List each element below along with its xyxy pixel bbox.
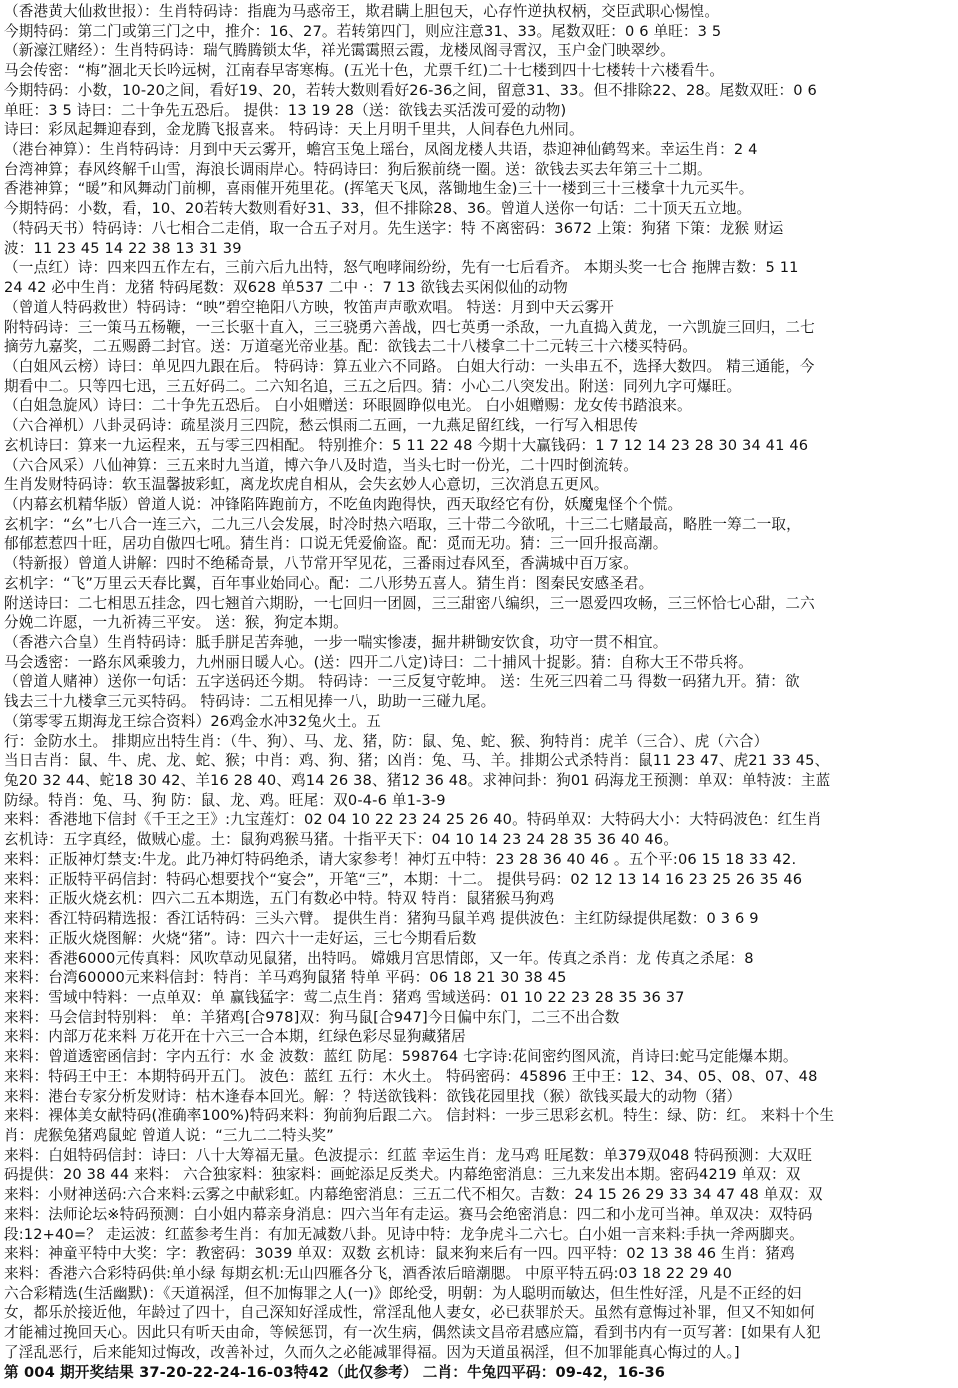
text-line: 来料：雪域中特料：一点单双：单 赢钱猛字：莺二点生肖：猪鸡 雪域送码：01 10 22 23 28 35 36 37 — [4, 988, 685, 1006]
text-line: 香港神算；“暖”和风舞动门前柳，喜雨催开苑里花。(挥笔天飞凤，落锄地生金)三十一楼到三十三楼拿十九元买牛。 — [4, 180, 754, 198]
text-line: 马会透密：一路东风乘骏力，九州丽日暖人心。(送：四开二八定)诗曰：二十捕风十捉影。猜：自称大王不带兵将。 — [4, 653, 753, 671]
text-line: （一点红）诗：四来四五作左右，三前六后九出特，怒气咆哮闹纷纷，先有一七后看齐。 本期头奖一七合 拖牌吉数：5 11 — [4, 259, 799, 277]
text-line: 来料：内部万花来料 万花开在十六三一合本期，红绿色彩尽显狗藏猪居 — [4, 1028, 466, 1046]
text-line: （第零零五期海龙王综合资料）26鸡金水冲32兔火土。五 — [4, 712, 381, 730]
text-line: 来料：港台专家分析发财诗：枯木逢春本回光。解：？特送欲钱料：欲钱花园里找（猴）欲钱买最大的动物（猪） — [4, 1087, 742, 1105]
text-line: 分娩二许愿，一九祈祷三平安。 送：猴，狗定本期。 — [4, 614, 348, 632]
text-line: 今期特码：小数，看，10、20若转大数则看好31、33，但不排除28、36。曾道人送你一句话：二十顶天五立地。 — [4, 200, 752, 218]
text-line: 才能補过挽回天心。因此只有听天由命，等候惩罚，有一次生病，偶然读文昌帝君感应篇，看到书内有一页写著：[如果有人犯 — [4, 1324, 821, 1342]
text-line: 钱去三十九楼拿三元买特码。 特码诗：二五相见捧一八，助助一三碰九尾。 — [4, 693, 496, 711]
text-line: 肖：虎猴兔猪鸡鼠蛇 曾道人说：“三九二二特头奖” — [4, 1126, 334, 1144]
text-line: 来料：法师论坛※特码预测：白小姐内幕亲身消息：四六当年有走运。赛马会绝密消息：四二和小龙可当神。单双决：双特码 — [4, 1205, 813, 1223]
text-line: （新濠江赌经）：生肖特码诗：瑞气腾腾锁太华，祥光霭霭照云霞，龙楼凤阁寻霄汉，玉户金门映翠纱。 — [4, 42, 675, 60]
text-line: 来料：曾道透密函信封：字内五行：水 金 波数：蓝红 防尾：598764 七字诗:花间密约图风流，肖诗曰:蛇马定能爆本期。 — [4, 1048, 798, 1066]
text-line: 附特码诗：三一策马五杨鞭，一三长驱十直入，三三骁勇六善战，四七英勇一杀敌，一九直捣入黄龙，一六凯旋三回归，二七 — [4, 318, 815, 336]
text-line: 来料：正版特平码信封：特码心想要找个“宴会”，开笔“三”，本期：十二。 提供号码：02 12 13 14 16 23 25 26 35 46 — [4, 870, 803, 888]
text-line: 来料：神童平特中大奖：字：教密码：3039 单双：双数 玄机诗：鼠来狗来后有一四。四平特：02 13 38 46 生肖：猪鸡 — [4, 1245, 795, 1263]
text-line: 摘劳九嘉奖，二五赐爵二封官。送：万道毫光帝业基。配：欲钱去二十八楼拿二十二元转三十六楼买特码。 — [4, 338, 697, 356]
text-line: 来料：香港地下信封《千王之王》:九宝莲灯：02 04 10 22 23 24 25 26 40。特码单双：大特码大小：大特码波色：红生肖 — [4, 811, 822, 829]
text-line: 波：11 23 45 14 22 38 13 31 39 — [4, 239, 242, 257]
text-line: 当日吉肖：鼠、牛、虎、龙、蛇、猴；中肖：鸡、狗、猪；凶肖：兔、马、羊。排期公式杀特肖：鼠11 23 47、虎21 33 45、 — [4, 752, 830, 770]
text-line: （六合禅机）八卦灵码诗：疏星淡月三四院，愁云惧雨二五画，一九燕足留红线，一行写入相思传 — [4, 417, 638, 435]
text-line: （白姐风云榜）诗曰：单见四九跟在后。 特码诗：算五业六不同路。 白姐大行动：一头串五不，选择大数四。 精三通能，今 — [4, 357, 815, 375]
text-line: （港台神算）：生肖特码诗：月到中天云雾开，蟾宫玉兔上瑶台，凤阁龙楼人共语，恭迎神仙鹤驾来。幸运生肖：2 4 — [4, 141, 758, 159]
text-line: 玄机字：“飞”万里云天春比翼，百年事业始同心。配：二八形势五喜人。猜生肖：图秦民安感圣君。 — [4, 574, 654, 592]
text-line: 来料：马会信封特别料： 单：羊猪鸡[合978]双：狗马鼠[合947]今日偏中东门，二三不出合数 — [4, 1008, 620, 1026]
text-line: 今期特码：小数，10-20之间，看好19、20，若转大数则看好26-36之间，留意31、33。但不排除22、28。尾数双旺：0 6 — [4, 81, 817, 99]
text-line: （白姐急旋风）诗曰：二十争先五恐后。 白小姐赠送：环眼圆睁似电光。 白小姐赠赐：龙女传书踏浪来。 — [4, 397, 692, 415]
text-line: 来料：特码王中王：本期特码开五门。 波色：蓝红 五行：木火土。 特码密码：45896 王中王：12、34、05、08、07、48 — [4, 1067, 818, 1085]
text-line: （曾道人特码救世）特码诗：“映”碧空艳阳八方映，牧笛声声歌欢唱。 特送：月到中天云雾开 — [4, 298, 614, 316]
text-line: （特码天书）特码诗：八七相合二走俏，取一合五子对月。先生送字：特 不离密码：3672 上策：狗猪 下策：龙猴 财运 — [4, 219, 784, 237]
text-line: 来料：台湾60000元来料信封：特肖：羊马鸡狗鼠猪 特单 平码：06 18 21 30 38 45 — [4, 969, 567, 987]
text-line: 今期特码：第二门或第三门之中，推介：16、27。若转第四门，则应注意31、33。尾数双旺：0 6 单旺：3 5 — [4, 22, 722, 40]
draw-result-line: 第 004 期开奖结果 37-20-22-24-16-03特42（此仅参考） 二肖：牛兔四平码：09-42，16-36 — [4, 1363, 666, 1381]
text-line: （特新报）曾道人讲解：四时不绝稀奇景，八节常开罕见花，三番雨过春风至，香满城中百万家。 — [4, 555, 638, 573]
text-line: 女，都乐於接近他，年龄过了四十，自己深知好淫成性，常淫乱他人妻女，必已获罪於天。虽然有意悔过补罪，但又不知如何 — [4, 1304, 815, 1322]
text-line: 来料：香江特码精选报：香江话特码：三头六臂。 提供生肖：猪狗马鼠羊鸡 提供波色：主红防绿提供尾数：0 3 6 9 — [4, 910, 759, 928]
text-line: 单旺：3 5 诗曰：二十争先五恐后。 提供：13 19 28（送：欲钱去买活泼可爱的动物) — [4, 101, 567, 119]
text-line: 郁郁惹惹四十旺，居功自傲四七吼。猜生肖：口说无凭爱偷盗。配：觅而无功。猜：三一回升报高潮。 — [4, 535, 668, 553]
text-line: 来料：小财神送码:六合来料:云雾之中献彩虹。内幕绝密消息：三五二代不相欠。吉数：24 15 26 29 33 34 47 48 单双：双 — [4, 1186, 823, 1204]
text-line: 马会传密：“梅”涸北天长吟远树，江南春早寄寒梅。(五光十色，尤票千红)二十七楼到四十七楼转十六楼看牛。 — [4, 62, 725, 80]
text-line: 段:12+40=？ 走运波：红蓝参考生肖：有加无减数八卦。见诗中特：龙争虎斗二六七。白小姐一言来料:手执一斧两脚夹。 — [4, 1225, 804, 1243]
text-line: 生肖发财特码诗：软玉温馨披彩虹，离龙坎虎自相从，会失玄妙人心意切，三次消息五更风。 — [4, 476, 609, 494]
text-line: 来料：正版火烧玄机：四六二五本期选，五门有数必中特。特双 特肖：鼠猪猴马狗鸡 — [4, 890, 555, 908]
text-line: 台湾神算；春风终解千山雪，海浪长调雨岸心。特码诗曰：狗后猴前绕一圈。送：欲钱去买去年第三十二期。 — [4, 160, 712, 178]
text-line: 玄机诗曰：算来一九运程来，五与零三四相配。 特别推介：5 11 22 48 今期十大赢钱码：1 7 12 14 23 28 30 34 41 46 — [4, 436, 809, 454]
text-line: （六合风采）八仙神算：三五来时九当道，博六争八及时造，当头七时一份光，二十四时倒流转。 — [4, 456, 638, 474]
text-line: 六合彩精选(生活幽默)：《天道祸淫，但不加悔罪之人(一)》郎纶受，明朝：为人聪明而敏达，但生性好淫，凡是不正经的妇 — [4, 1284, 802, 1302]
text-line: 防绿。特肖：兔、马、狗 防：鼠、龙、鸡。旺尾：双0-4-6 单1-3-9 — [4, 791, 446, 809]
text-line: 期看中二。只等四七迅，三五好码二。二六知名追，三五之后四。猜：小心二八突发出。附送：同列九字可爆旺。 — [4, 377, 742, 395]
text-line: 来料：正版神灯禁支:牛龙。此乃神灯特码绝杀，请大家参考！神灯五中特：23 28 36 40 46 。五个平:06 15 18 33 42. — [4, 850, 797, 868]
text-line: （香港黄大仙救世报）：生肖特码诗：指鹿为马惑帝王，欺君瞒上胆包天，心存忤逆执权柄，交臣武职心惕惶。 — [4, 3, 720, 20]
text-line: （香港六合皇）生肖特码诗：胝手胼足苦奔驰，一步一喘实惨凄，掘井耕锄安饮食，功守一贯不相宜。 — [4, 634, 668, 651]
text-line: 玄机诗：五字真经，做贼心虚。土：鼠狗鸡猴马猪。十指平天下：04 10 14 23 24 28 35 36 40 46。 — [4, 831, 679, 849]
text-line: 24 42 必中生肖：龙猪 特码尾数：双628 单537 二中 ·：7 13 欲钱去买闲似仙的动物 — [4, 279, 568, 297]
text-line: 行：金防水土。 排期应出特生肖：（牛、狗）、马、龙、猪，防：鼠、兔、蛇、猴、狗特肖：虎羊（三合）、虎（六合） — [4, 732, 769, 750]
text-line: 附送诗曰：二七相思五挂念，四七翘首六期盼，一七回归一团圆，三三甜密八编织，三一恩爱四攻畅，三三怀恰七心甜，二六 — [4, 594, 815, 612]
text-line: 码提供：20 38 44 来料： 六合独家料：独家料：画蛇添足反类犬。内幕绝密消息：三九来发出本期。密码4219 单双：双 — [4, 1166, 801, 1184]
text-line: 玄机字：“幺”七八合一连三六，二九三八会发展，时冷时热六唔取，三十带二今欲吼，十三二七赌最高，略胜一筹二一取， — [4, 515, 801, 533]
text-line: 来料：香港六合彩特码供:单小绿 每期玄机:无山四雁各分飞，酒香浓后暗潮腮。 中原平特五码:03 18 22 29 40 — [4, 1265, 733, 1282]
text-line: （曾道人赌神）送你一句话：五字送码还今期。 特码诗：一三反复守乾坤。 送：生死三四着二马 得数一码猪九开。猜：欲 — [4, 673, 800, 691]
text-line: 了淫乱恶行，后来能知过悔改，改善补过，久而久之必能减罪得福。因为天道虽祸淫，但不加罪能真心悔过的人。] — [4, 1343, 740, 1361]
text-line: （内幕玄机精华版）曾道人说：冲锋陷阵跑前方，不吃鱼肉跑得快，西天取经它有份，妖魔鬼怪个个慌。 — [4, 495, 683, 513]
text-line: 来料：香港6000元传真料：风吹草动见鼠猪，出特吗。 嫦娥月宫思情郎，又一年。传真之杀肖：龙 传真之杀尾：8 — [4, 949, 754, 967]
text-line: 诗曰：彩凤起舞迎春到，金龙腾飞报喜来。 特码诗：天上月明千里共，人间春色九州同。 — [4, 121, 584, 139]
text-line: 来料：裸体美女献特码(准确率100%)特码来料：狗前狗后跟二六。 信封料：一步三思彩玄机。特生：绿、防：红。 来料十个生 — [4, 1107, 835, 1125]
text-line: 兔20 32 44、蛇18 30 42、羊16 28 40、鸡14 26 38、猪12 36 48。求神问卦：狗01 码海龙王预测：单双：单特波：主蓝 — [4, 772, 831, 790]
text-line: 来料：白姐特码信封：诗曰：八十大筹福无量。色波提示：红蓝 幸运生肖：龙马鸡 旺尾数：单379双048 特码预测：大双旺 — [4, 1146, 813, 1164]
text-line: 来料：正版火烧图解：火烧“猪”。诗：四六十一走好运，三七今期看后数 — [4, 929, 477, 947]
